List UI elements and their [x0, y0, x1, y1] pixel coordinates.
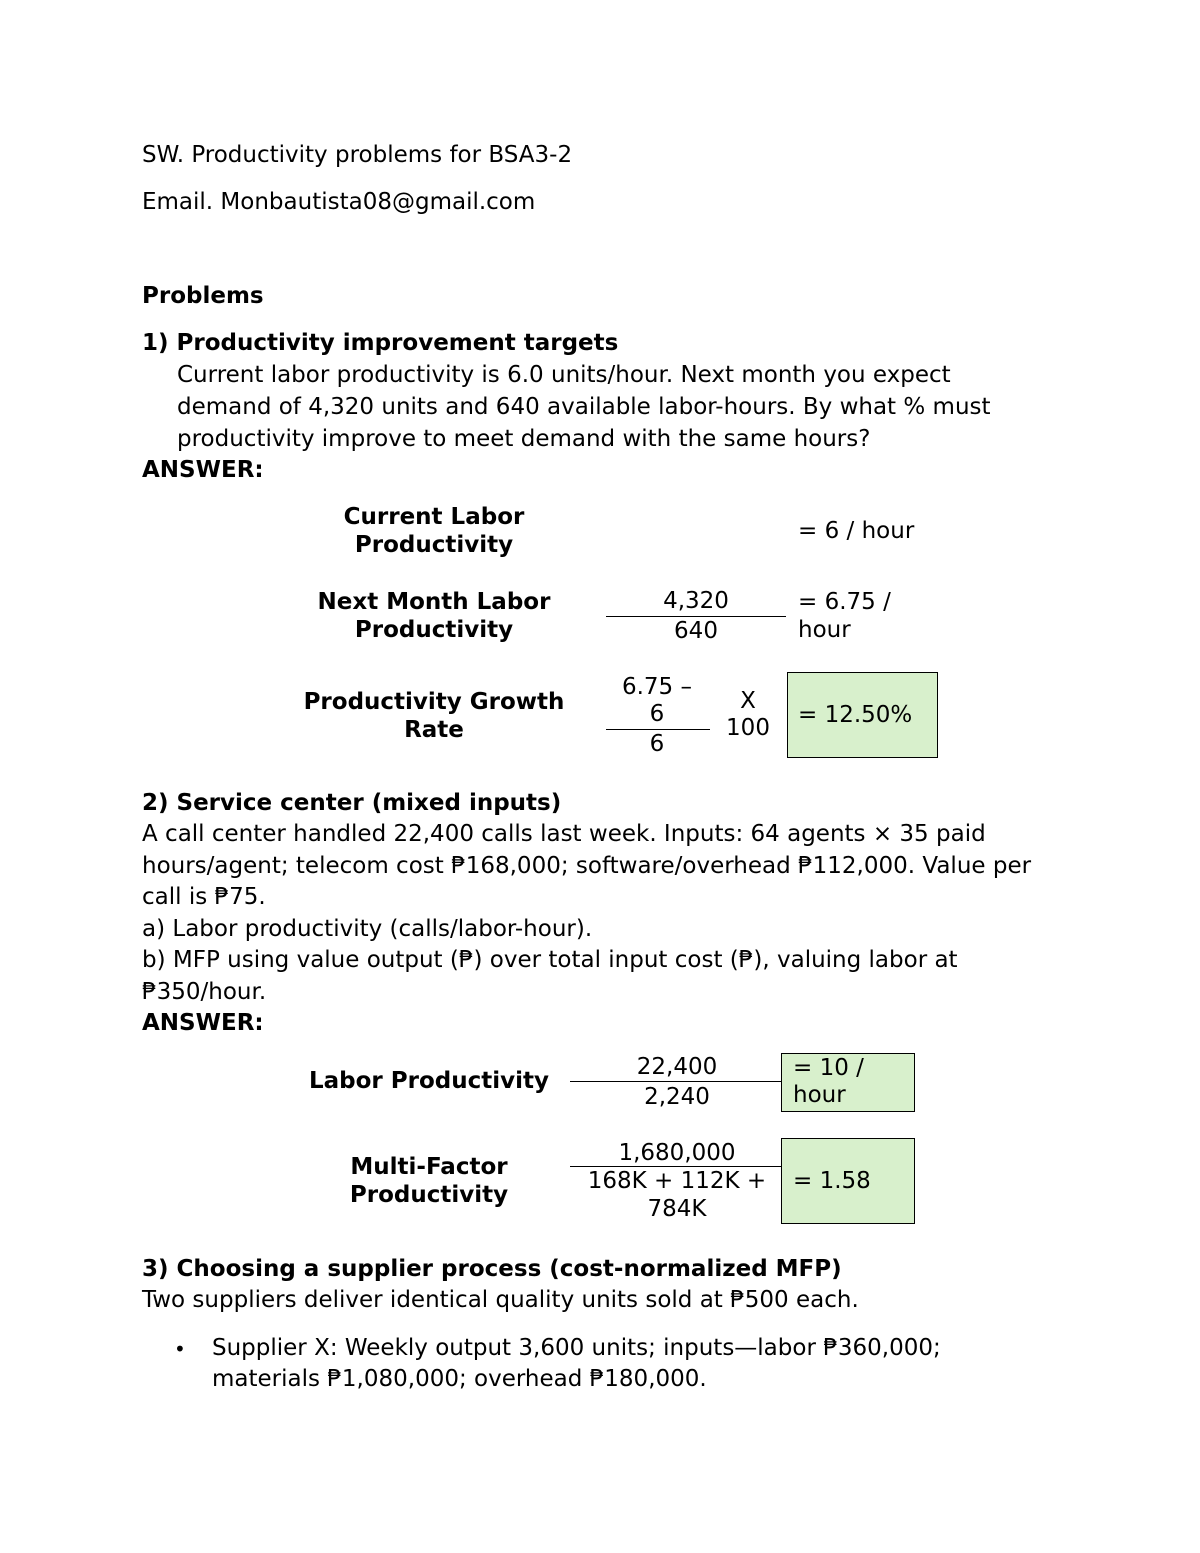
- next-month-labor-productivity-label: Next Month Labor Productivity: [317, 589, 551, 643]
- answer-label: ANSWER:: [142, 457, 264, 483]
- problem-2-text-line: call is ₱75.: [142, 884, 266, 910]
- supplier-x-line: Supplier X: Weekly output 3,600 units; inputs—labor ₱360,000;: [212, 1335, 941, 1361]
- mfp-result-box: [781, 1138, 915, 1224]
- fraction-bar: [570, 1081, 782, 1082]
- answer-label: ANSWER:: [142, 1010, 264, 1036]
- mfp-result: = 1.58: [793, 1168, 871, 1194]
- problem-2-text-line: hours/agent; telecom cost ₱168,000; software/overhead ₱112,000. Value per: [142, 853, 1032, 879]
- next-month-numerator: 4,320: [663, 588, 729, 614]
- mfp-numerator: 1,680,000: [618, 1140, 736, 1166]
- problem-2-text-line: a) Labor productivity (calls/labor-hour).: [142, 916, 593, 942]
- email-line: Email. Monbautista08@gmail.com: [142, 189, 536, 215]
- growth-denominator: 6: [649, 731, 665, 757]
- next-month-denominator: 640: [674, 618, 718, 644]
- problem-1-title: 1) Productivity improvement targets: [142, 330, 619, 356]
- problem-2-text-line: b) MFP using value output (₱) over total input cost (₱), valuing labor at: [142, 947, 958, 973]
- growth-result: = 12.50%: [798, 702, 913, 728]
- document-title: SW. Productivity problems for BSA3-2: [142, 142, 573, 168]
- problem-3-title: 3) Choosing a supplier process (cost-normalized MFP): [142, 1256, 842, 1282]
- labor-result-box: [781, 1053, 915, 1112]
- labor-result: = 10 / hour: [793, 1055, 864, 1108]
- growth-result-box: [787, 672, 938, 758]
- mfp-denominator: 168K + 112K + 784K: [587, 1168, 767, 1222]
- bullet-icon: •: [174, 1337, 186, 1361]
- growth-multiplier: X 100: [726, 688, 770, 741]
- problems-heading: Problems: [142, 283, 264, 309]
- next-month-result: = 6.75 / hour: [798, 589, 891, 643]
- supplier-x-line: materials ₱1,080,000; overhead ₱180,000.: [212, 1366, 707, 1392]
- problem-2-title: 2) Service center (mixed inputs): [142, 790, 562, 816]
- productivity-growth-rate-label: Productivity Growth Rate: [303, 689, 565, 743]
- labor-productivity-label: Labor Productivity: [308, 1068, 549, 1094]
- problem-2-text-line: A call center handled 22,400 calls last week. Inputs: 64 agents × 35 paid: [142, 821, 986, 847]
- problem-3-text: Two suppliers deliver identical quality units sold at ₱500 each.: [142, 1287, 859, 1313]
- problem-1-text-line: productivity improve to meet demand with the same hours?: [177, 426, 871, 452]
- labor-numerator: 22,400: [636, 1054, 718, 1080]
- current-labor-productivity-label: Current Labor Productivity: [343, 504, 525, 558]
- problem-1-text-line: Current labor productivity is 6.0 units/hour. Next month you expect: [177, 362, 951, 388]
- growth-numerator: 6.75 – 6: [621, 674, 693, 727]
- problem-1-text-line: demand of 4,320 units and 640 available labor-hours. By what % must: [177, 394, 991, 420]
- multi-factor-productivity-label: Multi-Factor Productivity: [349, 1154, 509, 1208]
- labor-denominator: 2,240: [644, 1084, 710, 1110]
- problem-2-text-line: ₱350/hour.: [142, 979, 267, 1005]
- current-labor-productivity-result: = 6 / hour: [798, 518, 915, 544]
